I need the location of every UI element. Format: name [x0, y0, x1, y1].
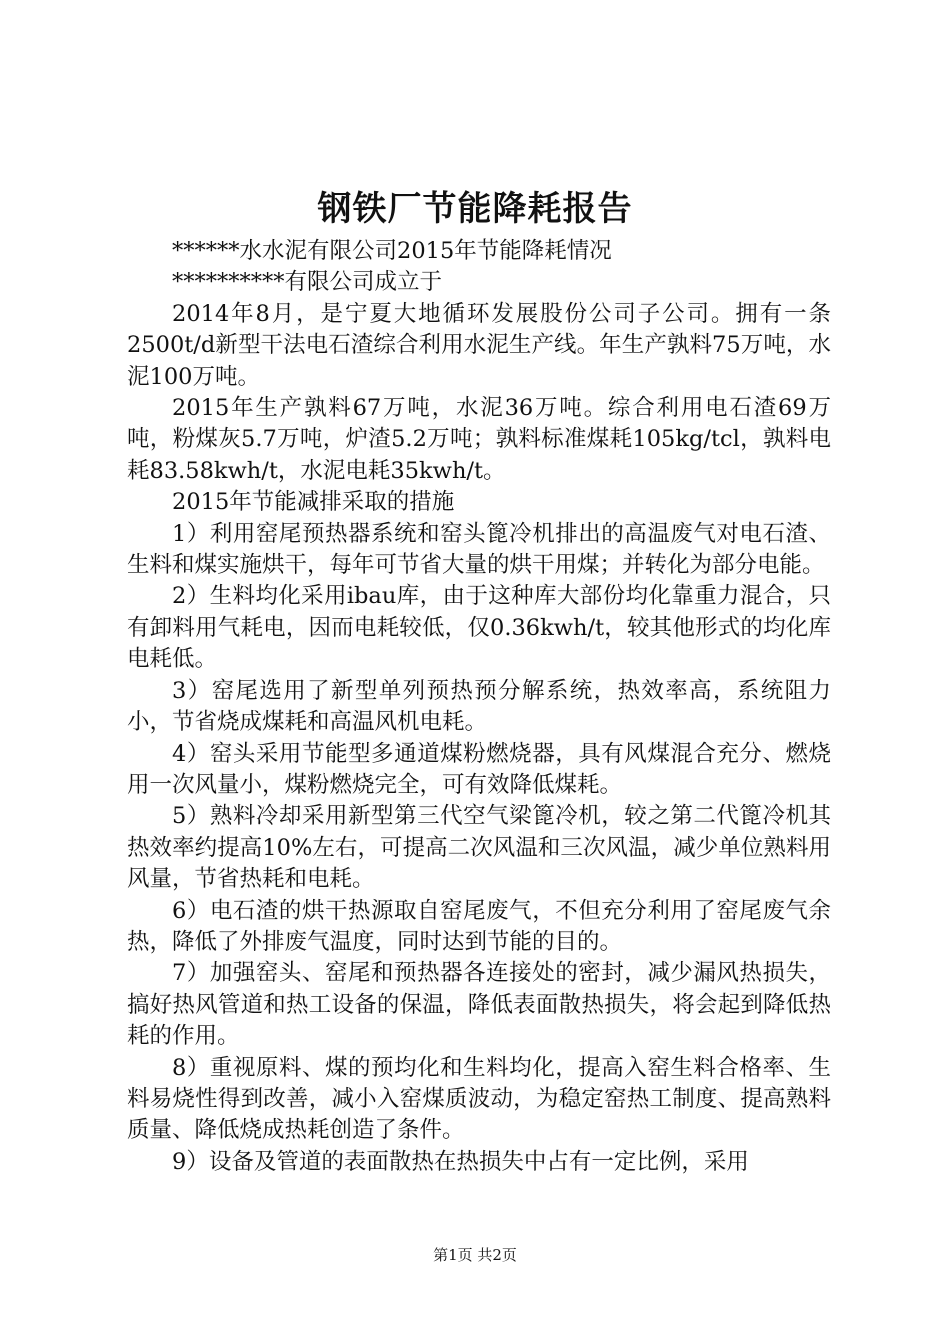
paragraph-measure-2: 2）生料均化采用ibau库，由于这种库大部份均化靠重力混合，只有卸料用气耗电，因而电耗较低，仅0.36kwh/t，较其他形式的均化库电耗低。: [127, 583, 831, 673]
page-footer: [0, 1245, 950, 1265]
paragraph-measures-heading: 2015年节能减排采取的措施: [172, 489, 455, 516]
paragraph-measure-1: 1）利用窑尾预热器系统和窑头篦冷机排出的高温废气对电石渣、生料和煤实施烘干，每年可节省大量的烘干用煤；并转化为部分电能。: [127, 520, 831, 579]
document-body: [127, 236, 831, 1178]
paragraph-measure-8: 8）重视原料、煤的预均化和生料均化，提高入窑生料合格率、生料易烧性得到改善，减小入窑煤质波动，为稳定窑热工制度、提高熟料质量、降低烧成热耗创造了条件。: [127, 1054, 831, 1144]
page-total: 共2页: [477, 1246, 517, 1264]
paragraph-measure-5: 5）熟料冷却采用新型第三代空气梁篦冷机，较之第二代篦冷机其热效率约提高10%左右，可提高二次风温和三次风温，减少单位熟料用风量，节省热耗和电耗。: [127, 803, 831, 893]
paragraph-company-heading: ******水水泥有限公司2015年节能降耗情况: [172, 238, 612, 264]
paragraph-measure-9: 9）设备及管道的表面散热在热损失中占有一定比例，采用: [172, 1148, 749, 1175]
paragraph-measure-7: 7）加强窑头、窑尾和预热器各连接处的密封，减少漏风热损失，搞好热风管道和热工设备的保温，降低表面散热损失，将会起到降低热耗的作用。: [127, 960, 831, 1050]
paragraph-production-2015: 2015年生产孰料67万吨，水泥36万吨。综合利用电石渣69万吨，粉煤灰5.7万吨，炉渣5.2万吨；孰料标准煤耗105kg/tcl，孰料电耗83.58kwh/t，水泥电耗35kwh/t。: [127, 395, 831, 484]
page-number: 第1页: [433, 1246, 473, 1264]
page-title: 钢铁厂节能降耗报告: [317, 189, 633, 229]
paragraph-company-founded: **********有限公司成立于: [172, 269, 443, 296]
paragraph-measure-3: 3）窑尾选用了新型单列预热预分解系统，热效率高，系统阻力小，节省烧成煤耗和高温风机电耗。: [127, 677, 831, 736]
paragraph-measure-6: 6）电石渣的烘干热源取自窑尾废气，不但充分利用了窑尾废气余热，降低了外排废气温度，同时达到节能的目的。: [127, 897, 831, 955]
paragraph-company-intro: 2014年8月，是宁夏大地循环发展股份公司子公司。拥有一条2500t/d新型干法电石渣综合利用水泥生产线。年生产孰料75万吨，水泥100万吨。: [127, 300, 831, 390]
paragraph-measure-4: 4）窑头采用节能型多通道煤粉燃烧器，具有风煤混合充分、燃烧用一次风量小，煤粉燃烧完全，可有效降低煤耗。: [127, 740, 831, 798]
